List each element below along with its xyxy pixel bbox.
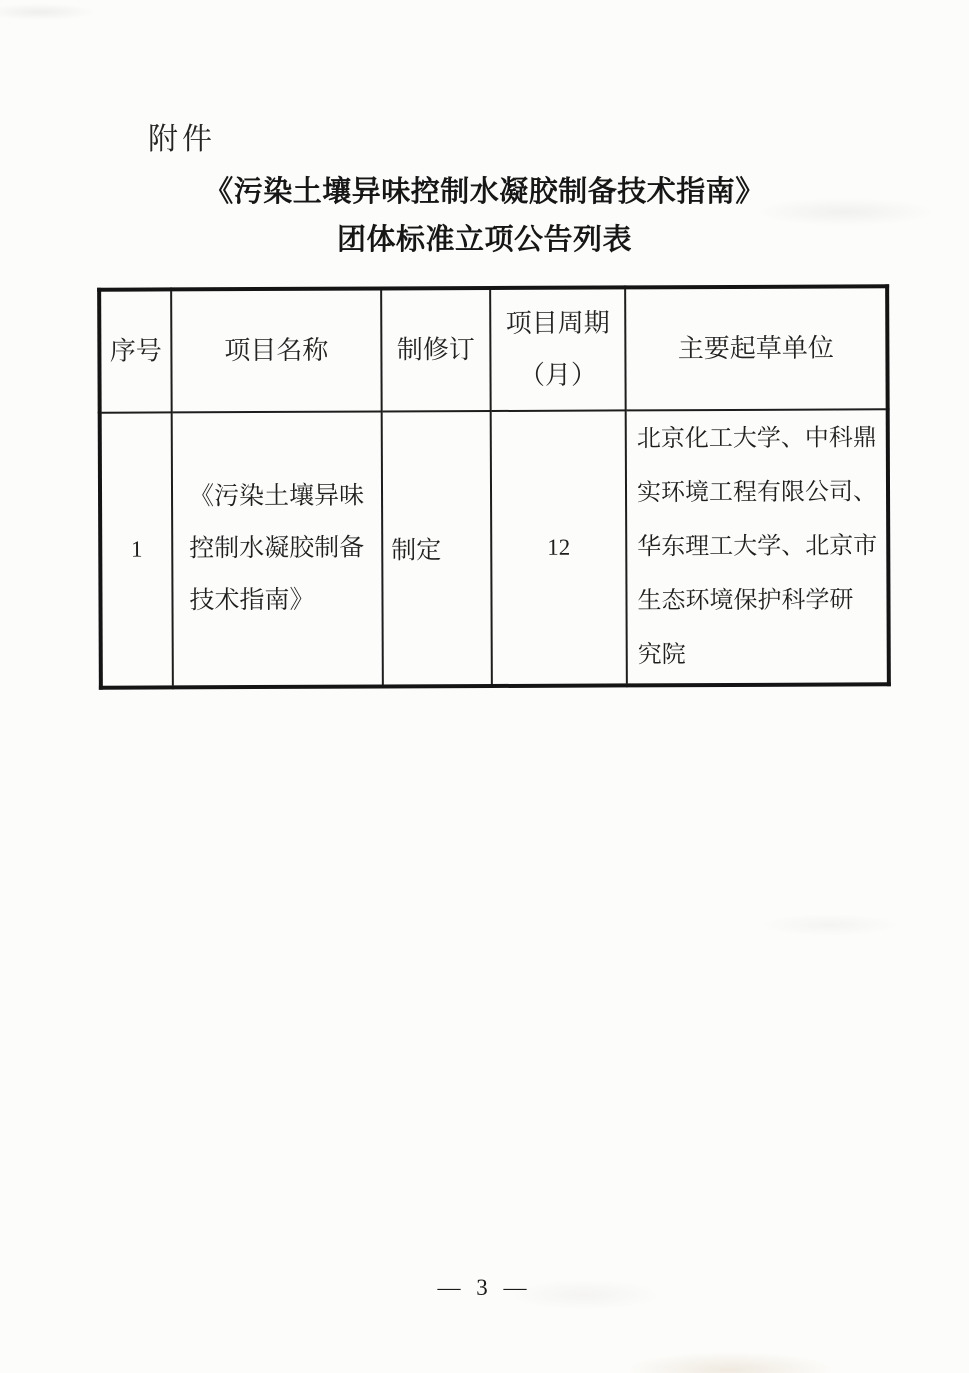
page-number: — 3 —: [437, 1275, 532, 1300]
drafting-units-line: 究院: [637, 642, 686, 669]
header-project-period: [490, 287, 626, 411]
cell-drafting-units: [626, 409, 889, 685]
title-line-2: 团体标准立项公告列表: [336, 224, 632, 256]
attachment-label: 附件: [148, 123, 216, 156]
drafting-units-line: 华东理工大学、北京市: [637, 533, 878, 561]
header-revision-type: 制修订: [381, 288, 491, 411]
project-name-line: 《污染土壤异味: [188, 482, 365, 511]
header-project-name: 项目名称: [171, 288, 382, 412]
drafting-units-line: 生态环境保护科学研: [637, 587, 854, 615]
table-header-row: [99, 286, 888, 412]
document-title: [0, 168, 969, 264]
header-project-period-line1: 项目周期: [505, 308, 610, 338]
table-row: [100, 409, 889, 687]
project-name-line: 技术指南》: [189, 586, 315, 615]
header-project-period-line2: （月）: [518, 360, 598, 390]
project-name-line: 控制水凝胶制备: [189, 534, 365, 563]
cell-revision-type: 制定: [382, 411, 492, 686]
drafting-units-line: 北京化工大学、中科鼎: [636, 425, 877, 453]
header-index: 序号: [99, 289, 172, 412]
header-drafting-units: 主要起草单位: [625, 286, 888, 410]
title-line-1: 《污染土壤异味控制水凝胶制备技术指南》: [204, 176, 765, 208]
drafting-units-line: 实环境工程有限公司、: [636, 479, 878, 507]
cell-index: 1: [100, 412, 173, 687]
standards-announcement-table: [97, 284, 891, 689]
cell-project-name: [172, 411, 383, 687]
cell-period-months: 12: [491, 410, 627, 686]
